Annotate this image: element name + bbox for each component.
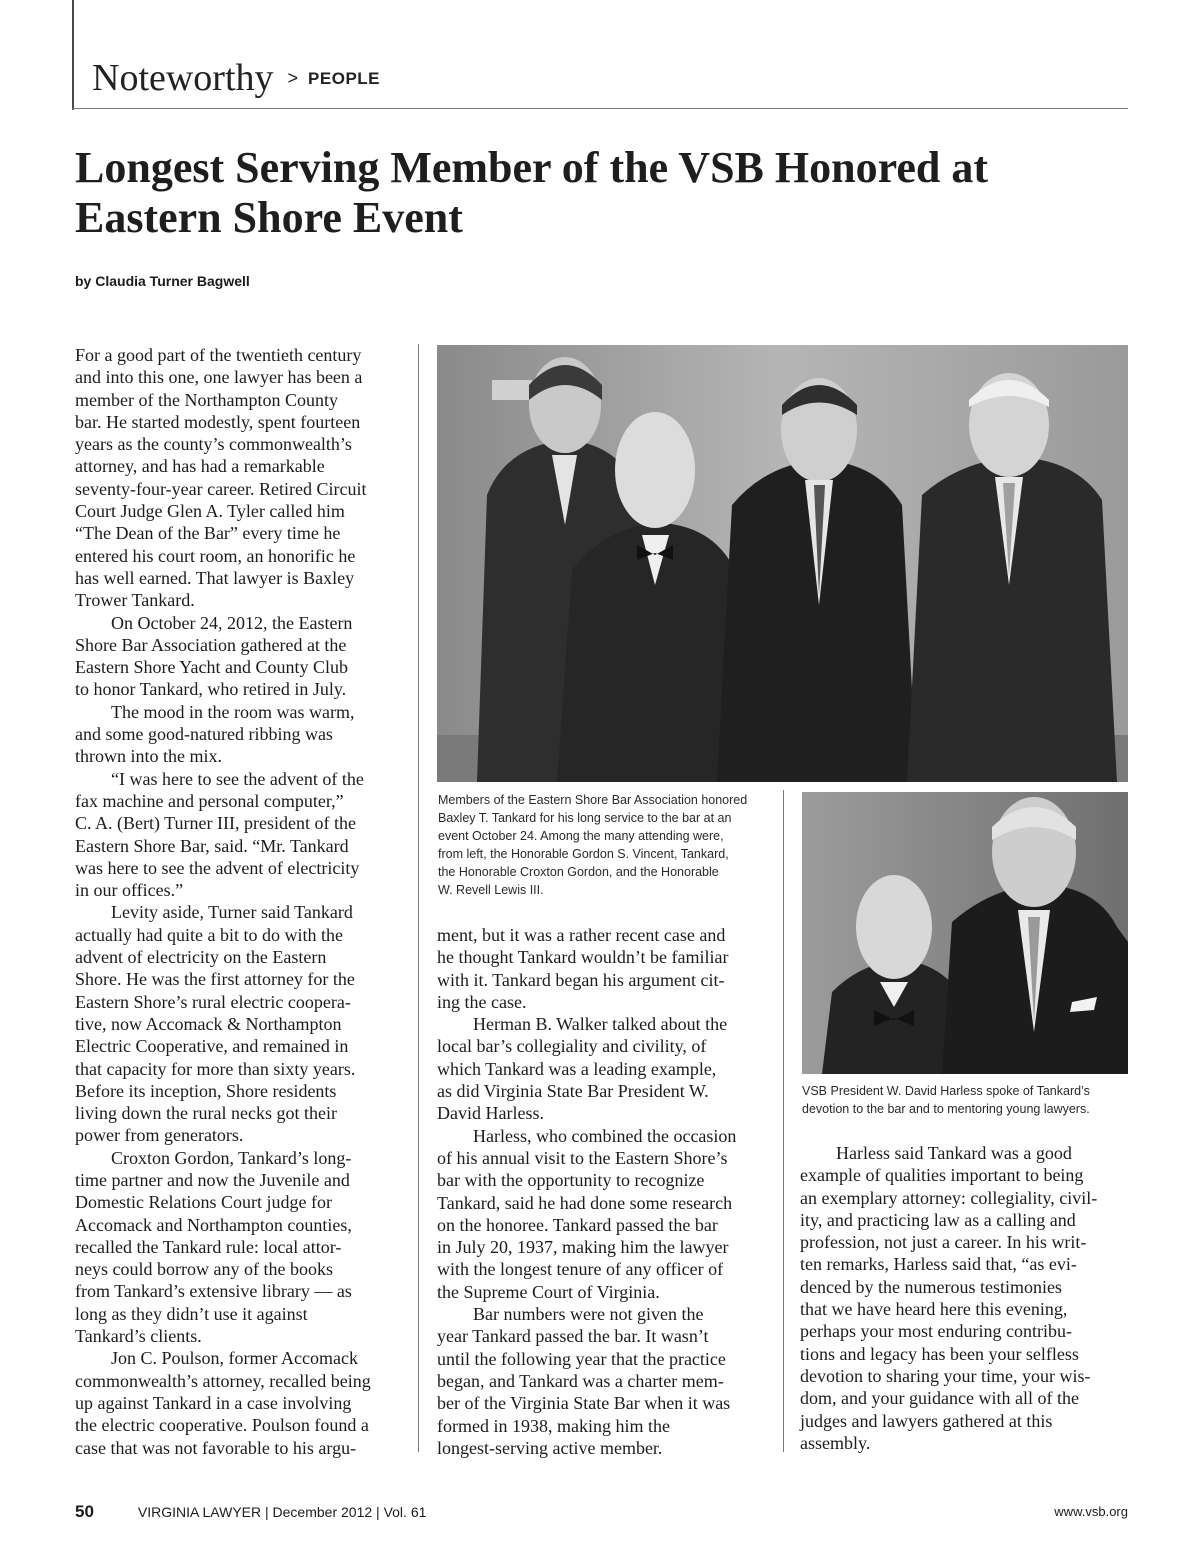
caption-line: devotion to the bar and to mentoring young lawyers. xyxy=(802,1102,1090,1116)
text-line: year Tankard passed the bar. It wasn’t xyxy=(437,1326,709,1347)
header-vertical-rule xyxy=(72,0,74,110)
text-line: example of qualities important to being xyxy=(800,1165,1084,1186)
text-line: that capacity for more than sixty years. xyxy=(75,1058,356,1079)
text-line: power from generators. xyxy=(75,1125,244,1146)
text-line: fax machine and personal computer,” xyxy=(75,790,344,811)
text-line: that we have heard here this evening, xyxy=(800,1299,1068,1320)
text-line: seventy-four-year career. Retired Circuit xyxy=(75,478,367,499)
text-line: long as they didn’t use it against xyxy=(75,1303,308,1324)
text-line: thrown into the mix. xyxy=(75,746,222,767)
text-line: he thought Tankard wouldn’t be familiar xyxy=(437,947,729,968)
publication-name: VIRGINIA LAWYER xyxy=(137,1504,262,1520)
text-line: neys could borrow any of the books xyxy=(75,1259,333,1280)
text-line: bar. He started modestly, spent fourteen xyxy=(75,411,361,432)
text-line: Trower Tankard. xyxy=(75,590,195,611)
photo-caption-1 xyxy=(438,791,778,899)
text-line: bar with the opportunity to recognize xyxy=(437,1170,705,1191)
page-footer xyxy=(75,1502,426,1522)
text-line: Levity aside, Turner said Tankard xyxy=(111,902,353,923)
text-line: was here to see the advent of electricity xyxy=(75,857,360,878)
text-line: and into this one, one lawyer has been a xyxy=(75,367,363,388)
text-line: from Tankard’s extensive library — as xyxy=(75,1281,352,1302)
article-column-2 xyxy=(437,924,767,1459)
title-line: Eastern Shore Event xyxy=(75,193,463,242)
caption-line: VSB President W. David Harless spoke of Tankard’s xyxy=(802,1084,1090,1098)
text-line: Before its inception, Shore residents xyxy=(75,1080,337,1101)
text-line: Eastern Shore Bar, said. “Mr. Tankard xyxy=(75,835,349,856)
text-line: actually had quite a bit to do with the xyxy=(75,924,343,945)
text-line: recalled the Tankard rule: local attor- xyxy=(75,1236,342,1257)
text-line: of his annual visit to the Eastern Shore’s xyxy=(437,1147,728,1168)
volume: Vol. 61 xyxy=(383,1504,427,1520)
text-line: in our offices.” xyxy=(75,880,184,901)
text-line: the electric cooperative. Poulson found a xyxy=(75,1415,369,1436)
text-line: commonwealth’s attorney, recalled being xyxy=(75,1370,371,1391)
caption-line: Baxley T. Tankard for his long service to the bar at an xyxy=(438,811,732,825)
footer-divider: | xyxy=(376,1504,380,1520)
text-line: ity, and practicing law as a calling and xyxy=(800,1209,1076,1230)
harless-photo xyxy=(802,792,1128,1074)
article-column-1 xyxy=(75,344,400,1459)
text-line: Accomack and Northampton counties, xyxy=(75,1214,352,1235)
text-line: C. A. (Bert) Turner III, president of the xyxy=(75,813,356,834)
group-photo xyxy=(437,345,1128,782)
text-line: until the following year that the practice xyxy=(437,1348,726,1369)
footer-divider: | xyxy=(265,1504,269,1520)
text-line: The mood in the room was warm, xyxy=(111,701,355,722)
text-line: the Supreme Court of Virginia. xyxy=(437,1281,660,1302)
column-divider xyxy=(418,344,419,1452)
byline: by Claudia Turner Bagwell xyxy=(75,273,250,289)
text-line: Domestic Relations Court judge for xyxy=(75,1192,332,1213)
article-column-3 xyxy=(800,1142,1130,1454)
text-line: ing the case. xyxy=(437,991,527,1012)
text-line: Shore. He was the first attorney for the xyxy=(75,969,355,990)
text-line: devotion to sharing your time, your wis- xyxy=(800,1365,1091,1386)
text-line: longest-serving active member. xyxy=(437,1437,663,1458)
text-line: years as the county’s commonwealth’s xyxy=(75,434,352,455)
header-horizontal-rule xyxy=(72,108,1128,109)
text-line: entered his court room, an honorific he xyxy=(75,545,356,566)
text-line: On October 24, 2012, the Eastern xyxy=(111,612,353,633)
text-line: which Tankard was a leading example, xyxy=(437,1058,717,1079)
text-line: tive, now Accomack & Northampton xyxy=(75,1013,342,1034)
text-line: judges and lawyers gathered at this xyxy=(800,1410,1053,1431)
text-line: ber of the Virginia State Bar when it was xyxy=(437,1393,731,1414)
text-line: assembly. xyxy=(800,1432,871,1453)
photo-caption-2 xyxy=(802,1082,1132,1118)
caption-line: event October 24. Among the many attending were, xyxy=(438,829,724,843)
text-line: Bar numbers were not given the xyxy=(473,1304,704,1325)
section-name: Noteworthy xyxy=(92,57,274,99)
caption-line: W. Revell Lewis III. xyxy=(438,883,544,897)
page-number: 50 xyxy=(75,1502,94,1521)
section-separator: > xyxy=(287,68,299,88)
article-title xyxy=(75,143,1095,243)
text-line: and some good-natured ribbing was xyxy=(75,724,333,745)
text-line: Harless, who combined the occasion xyxy=(473,1125,737,1146)
text-line: advent of electricity on the Eastern xyxy=(75,947,327,968)
text-line: Court Judge Glen A. Tyler called him xyxy=(75,501,345,522)
text-line: with it. Tankard began his argument cit- xyxy=(437,969,725,990)
text-line: with the longest tenure of any officer of xyxy=(437,1259,724,1280)
text-line: Harless said Tankard was a good xyxy=(836,1143,1072,1163)
text-line: Electric Cooperative, and remained in xyxy=(75,1036,349,1057)
text-line: living down the rural necks got their xyxy=(75,1103,337,1124)
text-line: Tankard’s clients. xyxy=(75,1326,202,1347)
caption-line: from left, the Honorable Gordon S. Vincent, Tankard, xyxy=(438,847,729,861)
text-line: Eastern Shore’s rural electric coopera- xyxy=(75,991,351,1012)
text-line: Tankard, said he had done some research xyxy=(437,1192,733,1213)
text-line: For a good part of the twentieth century xyxy=(75,345,362,365)
text-line: to honor Tankard, who retired in July. xyxy=(75,679,347,700)
text-line: denced by the numerous testimonies xyxy=(800,1276,1062,1297)
text-line: time partner and now the Juvenile and xyxy=(75,1169,350,1190)
website-url: www.vsb.org xyxy=(1054,1504,1128,1519)
text-line: Eastern Shore Yacht and County Club xyxy=(75,657,348,678)
text-line: up against Tankard in a case involving xyxy=(75,1392,352,1413)
text-line: began, and Tankard was a charter mem- xyxy=(437,1370,724,1391)
text-line: in July 20, 1937, making him the lawyer xyxy=(437,1237,729,1258)
title-line: Longest Serving Member of the VSB Honored at xyxy=(75,143,988,192)
text-line: Croxton Gordon, Tankard’s long- xyxy=(111,1147,352,1168)
text-line: ten remarks, Harless said that, “as evi- xyxy=(800,1254,1077,1275)
text-line: Herman B. Walker talked about the xyxy=(473,1014,728,1035)
subsection-name: PEOPLE xyxy=(308,69,381,88)
text-line: David Harless. xyxy=(437,1103,544,1124)
text-line: attorney, and has had a remarkable xyxy=(75,456,325,477)
text-line: as did Virginia State Bar President W. xyxy=(437,1081,709,1102)
caption-line: the Honorable Croxton Gordon, and the Honorable xyxy=(438,865,719,879)
text-line: profession, not just a career. In his writ- xyxy=(800,1232,1087,1253)
text-line: has well earned. That lawyer is Baxley xyxy=(75,567,355,588)
column-divider xyxy=(783,790,784,1452)
text-line: “The Dean of the Bar” every time he xyxy=(75,523,341,544)
text-line: an exemplary attorney: collegiality, civil- xyxy=(800,1187,1098,1208)
text-line: ment, but it was a rather recent case and xyxy=(437,925,726,945)
section-header xyxy=(92,56,380,107)
text-line: on the honoree. Tankard passed the bar xyxy=(437,1214,718,1235)
issue-date: December 2012 xyxy=(272,1504,373,1520)
text-line: perhaps your most enduring contribu- xyxy=(800,1321,1072,1342)
text-line: Shore Bar Association gathered at the xyxy=(75,634,347,655)
text-line: dom, and your guidance with all of the xyxy=(800,1388,1079,1409)
text-line: Jon C. Poulson, former Accomack xyxy=(111,1348,358,1369)
text-line: formed in 1938, making him the xyxy=(437,1415,670,1436)
text-line: member of the Northampton County xyxy=(75,389,338,410)
text-line: case that was not favorable to his argu- xyxy=(75,1437,357,1458)
caption-line: Members of the Eastern Shore Bar Association honored xyxy=(438,793,748,807)
text-line: “I was here to see the advent of the xyxy=(111,768,364,789)
text-line: local bar’s collegiality and civility, of xyxy=(437,1036,707,1057)
text-line: tions and legacy has been your selfless xyxy=(800,1343,1079,1364)
